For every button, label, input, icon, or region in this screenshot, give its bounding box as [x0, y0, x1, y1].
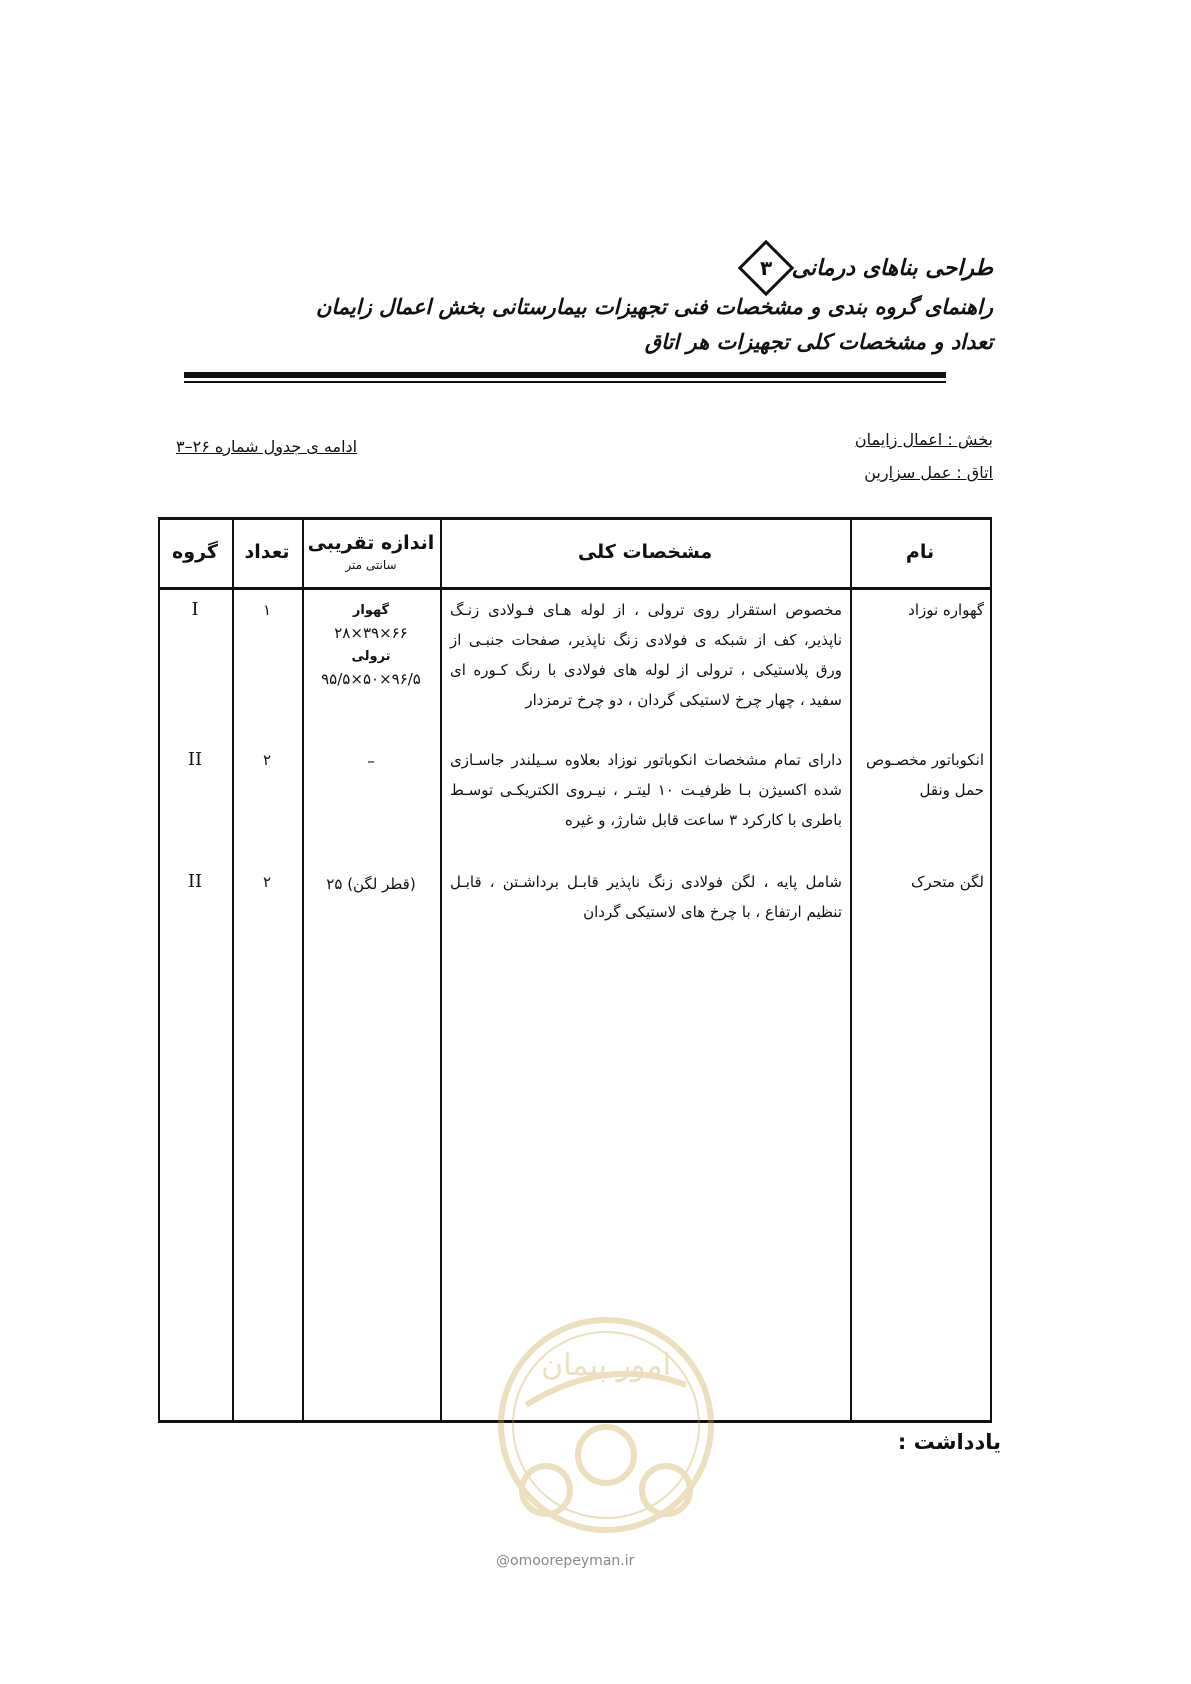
section-label: بخش : اعمال زایمان [854, 430, 993, 449]
col-divider [440, 517, 442, 1423]
series-number-badge: ۳ [737, 240, 794, 297]
row-1-qty: ۱ [262, 601, 272, 619]
row-1-name: گهواره نوزاد [908, 601, 984, 619]
size-unit: سانتی متر [345, 558, 397, 572]
series-title-text: طراحی بناهای درمانی [791, 255, 993, 281]
row-2-name: انکوباتور مخصـوص حمل ونقل [865, 751, 984, 799]
table-header-border [158, 587, 992, 590]
row-3-size: (قطر لگن) ۲۵ [326, 875, 416, 893]
col-divider [990, 517, 992, 1423]
guide-title: راهنمای گروه بندی و مشخصات فنی تجهیزات بیمارستانی بخش اعمال زایمان [315, 295, 993, 319]
header-rule-thin [184, 381, 946, 383]
row-2-qty: ۲ [262, 751, 272, 769]
row-2-spec: دارای تمام مشخصات انکوباتور نوزاد بعلاوه سـیلندر جاسـازی شده اکسیژن بـا ظرفیـت ۱۰ لیتـر ، نیـروی الکتریکـی توسـط باطری با کارکرد ۳ ساعت قابل شارژ، و غیره [450, 751, 842, 829]
notes-label: یادداشت : [897, 1430, 1001, 1454]
header-rule [184, 372, 946, 378]
col-divider [158, 517, 160, 1423]
row-3-qty: ۲ [262, 873, 272, 891]
watermark-logo [486, 1305, 726, 1565]
col-header-name: نام [905, 541, 935, 563]
row-2-size: – [367, 752, 375, 770]
row-1-group: I [191, 599, 199, 620]
table-continuation-label: ادامه ی جدول شماره ۲۶–۳ [176, 437, 358, 456]
row-3-name: لگن متحرک [911, 873, 984, 891]
equipment-table [158, 517, 992, 1423]
series-title [738, 248, 993, 288]
room-label: اتاق : عمل سزارین [864, 463, 993, 482]
col-header-group: گروه [172, 541, 218, 563]
row-1-spec: مخصوص استقرار روی ترولی ، از لوله هـای فـولادی زنـگ ناپذیر، کف از شبکه ی فولادی زنگ ناپذیر، صفحات جنبـی از ورق پلاستیکی ، ترولی از لوله های فولادی با رنگ کـوره ای سفید ، چهار چرخ لاستیکی گردان ، دو چرخ ترمزدار [450, 601, 842, 709]
col-divider [232, 517, 234, 1423]
col-header-size: اندازه تقریبی سانتی متر [307, 532, 435, 572]
watermark-brand: امور پیمان [541, 1348, 671, 1383]
page-subtitle: تعداد و مشخصات کلی تجهیزات هر اتاق [644, 330, 993, 354]
row-2-group: II [187, 749, 203, 770]
col-divider [850, 517, 852, 1423]
row-3-group: II [187, 871, 203, 892]
col-header-qty: تعداد [244, 541, 290, 563]
col-header-spec: مشخصات کلی [577, 541, 713, 563]
watermark-url: @omoorepeyman.ir [496, 1553, 635, 1569]
row-1-size: گهوار ۶۶×۳۹×۲۸ ترولی ۹۶/۵×۵۰×۹۵/۵ [321, 603, 421, 688]
row-3-spec: شامل پایه ، لگن فولادی زنگ ناپذیر قابـل برداشـتن ، قابـل تنظیم ارتفاع ، با چرخ های لاستیکی گردان [450, 873, 842, 921]
